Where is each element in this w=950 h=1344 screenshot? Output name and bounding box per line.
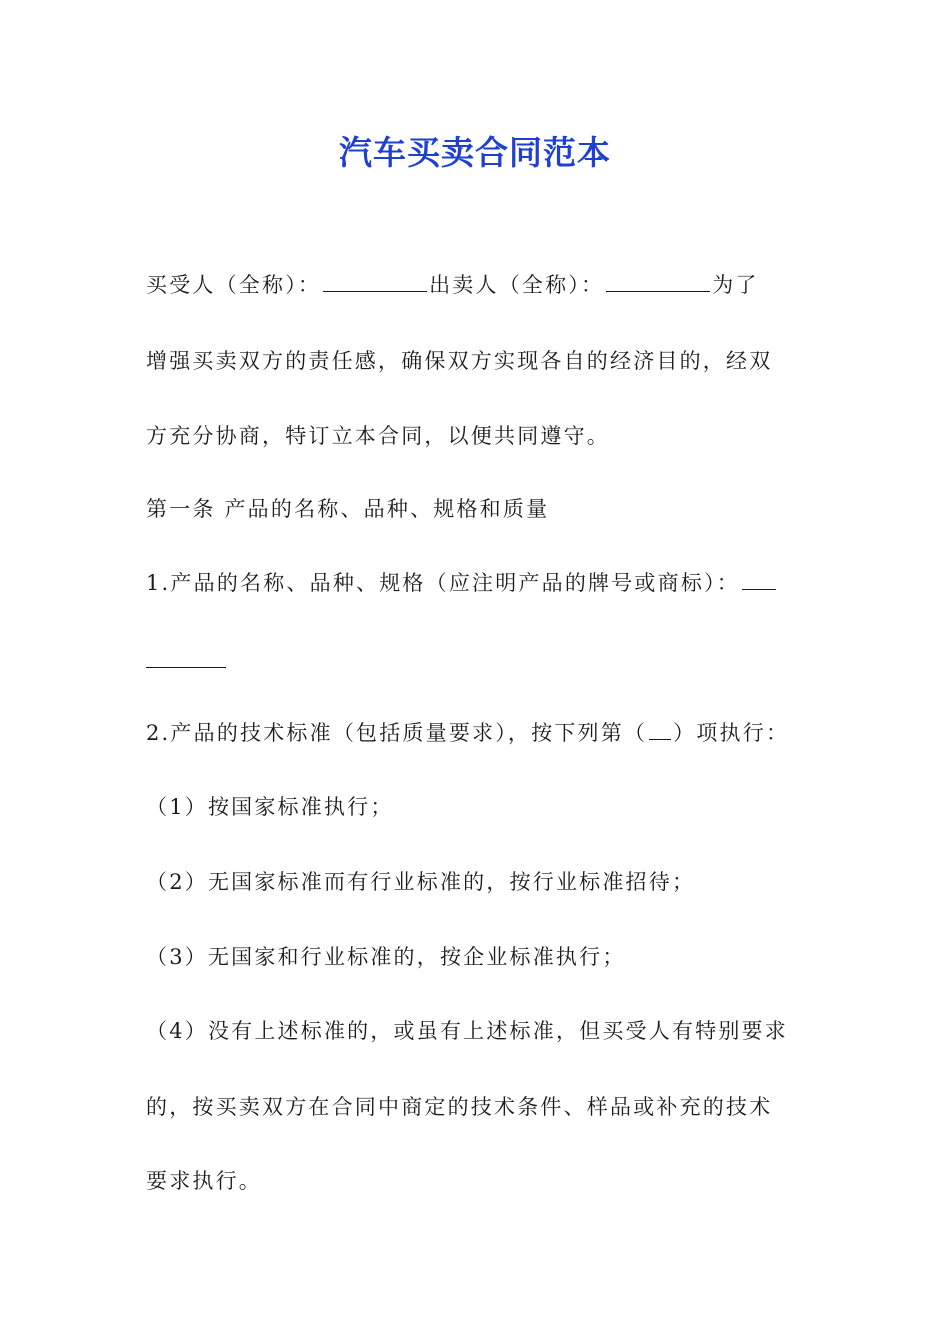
item-2-blank [649,738,671,740]
buyer-label: 买受人（全称）： [146,273,322,297]
seller-name-blank [606,290,710,292]
item-1-blank-part-2 [146,667,226,668]
item-1-text: 1.产品的名称、品种、规格（应注明产品的牌号或商标）： [146,571,740,595]
item-1-line [146,568,778,598]
intro-line-2: 增强买卖双方的责任感，确保双方实现各自的经济目的，经双 [146,349,773,373]
intro-line-3: 方充分协商，特订立本合同，以便共同遵守。 [146,424,610,448]
article-1-heading: 第一条 产品的名称、品种、规格和质量 [146,497,550,521]
item-1-blank-part-1 [742,588,776,590]
document-title: 汽车买卖合同范本 [339,133,611,172]
parties-line-tail: 为了 [712,273,759,297]
option-1: （1）按国家标准执行； [146,795,394,819]
parties-line [146,270,759,300]
option-2: （2）无国家标准而有行业标准的，按行业标准招待； [146,870,696,894]
item-2-suffix: ）项执行： [673,721,790,745]
buyer-name-blank [323,290,427,292]
item-2-prefix: 2.产品的技术标准（包括质量要求），按下列第（ [146,721,648,745]
option-4-line-3: 要求执行。 [146,1169,262,1193]
option-4-line-1: （4）没有上述标准的，或虽有上述标准，但买受人有特别要求 [146,1019,788,1043]
option-4-line-2: 的，按买卖双方在合同中商定的技术条件、样品或补充的技术 [146,1095,773,1119]
option-3: （3）无国家和行业标准的，按企业标准执行； [146,945,626,969]
seller-label: 出卖人（全称）： [429,273,605,297]
item-2-line [146,718,789,748]
